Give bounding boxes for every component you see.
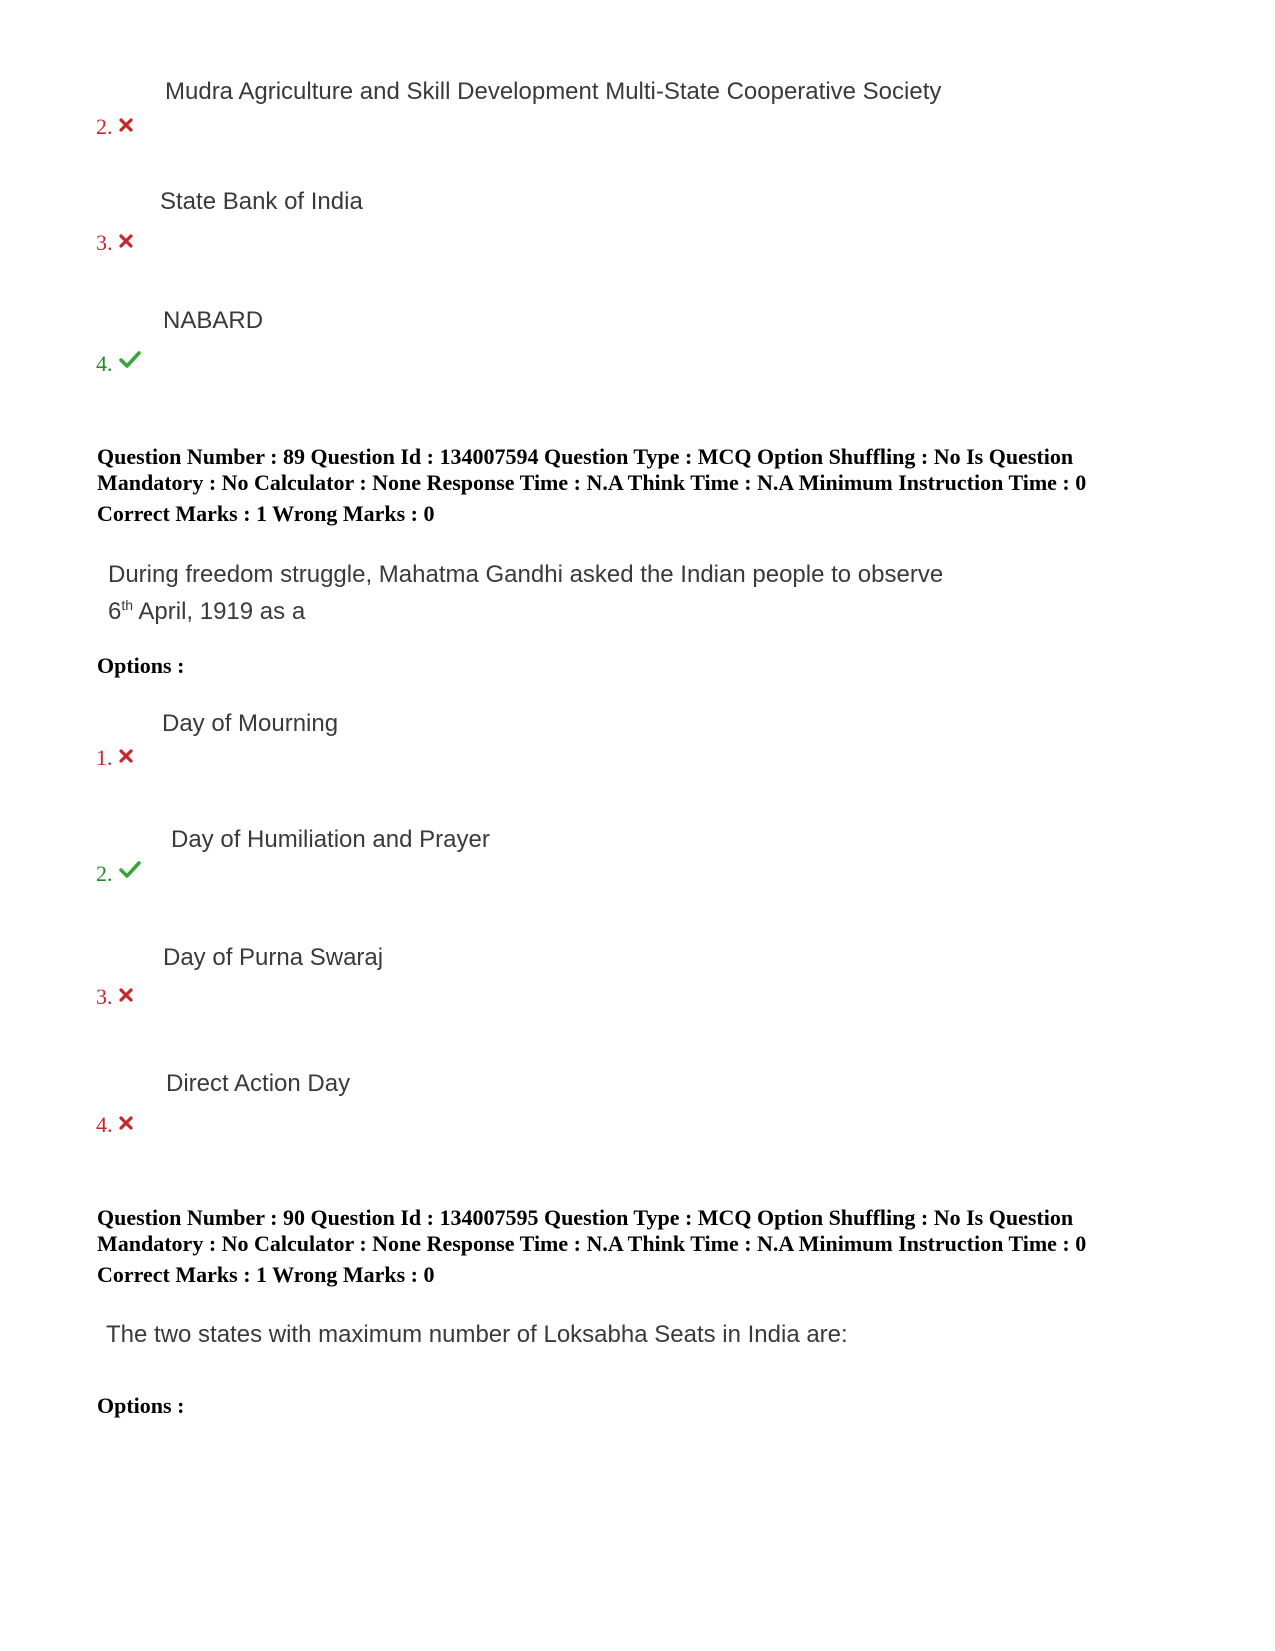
option-number: 3.	[96, 984, 113, 1009]
prev-option-2-text: Mudra Agriculture and Skill Development Multi-State Cooperative Society	[165, 78, 942, 105]
meta-line-2: Mandatory : No Calculator : None Response Time : N.A Think Time : N.A Minimum Instruction Time : 0	[97, 1231, 1087, 1256]
cross-icon	[119, 229, 133, 253]
meta-line-1: Question Number : 90 Question Id : 134007595 Question Type : MCQ Option Shuffling : No Is Question	[97, 1205, 1074, 1230]
q89-option-4-text: Direct Action Day	[166, 1070, 351, 1097]
prev-option-4	[96, 350, 141, 376]
options-label: Options :	[97, 653, 185, 678]
option-number: 4.	[96, 351, 113, 376]
meta-line-3: Correct Marks : 1 Wrong Marks : 0	[97, 1262, 435, 1287]
prev-option-3	[96, 229, 133, 255]
cross-icon	[119, 983, 133, 1007]
q89-option-3-text: Day of Purna Swaraj	[163, 944, 384, 971]
option-number: 1.	[96, 745, 113, 770]
q89-option-2-text: Day of Humiliation and Prayer	[171, 826, 490, 853]
date-rest: April, 1919 as a	[133, 598, 306, 625]
q89-option-2	[96, 860, 141, 886]
question-90-text: The two states with maximum number of Loksabha Seats in India are:	[106, 1321, 848, 1348]
cross-icon	[119, 744, 133, 768]
date-day: 6	[108, 598, 122, 625]
option-number: 4.	[96, 1112, 113, 1137]
question-text-line-1: During freedom struggle, Mahatma Gandhi asked the Indian people to observe	[108, 561, 944, 588]
q89-option-1-text: Day of Mourning	[162, 710, 339, 737]
options-label: Options :	[97, 1393, 185, 1418]
prev-option-4-text: NABARD	[163, 307, 264, 334]
q89-option-4	[96, 1111, 133, 1137]
option-number: 2.	[96, 861, 113, 886]
question-89-meta	[97, 444, 1207, 527]
q89-option-3	[96, 983, 133, 1009]
q89-option-1	[96, 744, 133, 770]
question-89-text	[108, 560, 943, 627]
meta-line-2: Mandatory : No Calculator : None Response Time : N.A Think Time : N.A Minimum Instruction Time : 0	[97, 470, 1087, 495]
check-icon	[119, 860, 141, 884]
cross-icon	[119, 1111, 133, 1135]
question-text-line-2	[108, 590, 943, 627]
meta-line-1: Question Number : 89 Question Id : 134007594 Question Type : MCQ Option Shuffling : No Is Question	[97, 444, 1074, 469]
option-number: 2.	[96, 114, 113, 139]
cross-icon	[119, 113, 133, 137]
prev-option-3-text: State Bank of India	[160, 188, 363, 215]
date-suffix: th	[121, 597, 134, 613]
question-90-meta	[97, 1205, 1207, 1288]
meta-line-3: Correct Marks : 1 Wrong Marks : 0	[97, 501, 435, 526]
prev-option-2	[96, 113, 133, 139]
option-number: 3.	[96, 230, 113, 255]
check-icon	[119, 350, 141, 374]
